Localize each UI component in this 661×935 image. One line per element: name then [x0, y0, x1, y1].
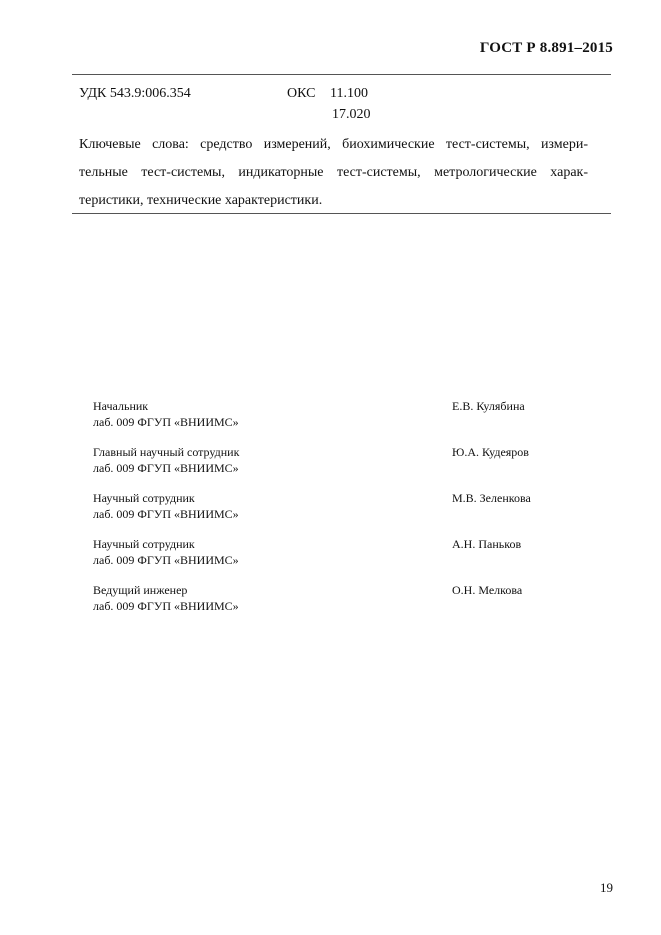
- author-name: Ю.А. Кудеяров: [452, 445, 529, 459]
- authors-list: [93, 398, 573, 628]
- standard-code: ГОСТ Р 8.891–2015: [479, 40, 613, 56]
- oks-code-secondary: 17.020: [332, 107, 371, 122]
- author-role: Научный сотрудник: [93, 537, 195, 551]
- author-name: М.В. Зеленкова: [452, 491, 531, 505]
- author-organization: лаб. 009 ФГУП «ВНИИМС»: [93, 599, 239, 613]
- keywords-block: [79, 131, 588, 215]
- author-entry: [93, 582, 573, 628]
- page-number: 19: [600, 880, 613, 895]
- author-organization: лаб. 009 ФГУП «ВНИИМС»: [93, 461, 239, 475]
- author-role: Начальник: [93, 399, 149, 413]
- keywords-line: тельные тест-системы, индикаторные тест-системы, метрологические харак-: [79, 165, 588, 180]
- author-entry: [93, 536, 573, 582]
- author-organization: лаб. 009 ФГУП «ВНИИМС»: [93, 553, 239, 567]
- bottom-divider: [72, 213, 611, 214]
- author-organization: лаб. 009 ФГУП «ВНИИМС»: [93, 415, 239, 429]
- oks-code-primary: 11.100: [330, 86, 368, 101]
- author-name: О.Н. Мелкова: [452, 583, 523, 597]
- keywords-line: теристики, технические характеристики.: [79, 193, 323, 208]
- author-role: Научный сотрудник: [93, 491, 195, 505]
- udk-code: УДК 543.9:006.354: [79, 86, 191, 101]
- author-role: Ведущий инженер: [93, 583, 188, 597]
- author-organization: лаб. 009 ФГУП «ВНИИМС»: [93, 507, 239, 521]
- author-name: Е.В. Кулябина: [452, 399, 525, 413]
- author-role: Главный научный сотрудник: [93, 445, 240, 459]
- author-entry: [93, 490, 573, 536]
- author-entry: [93, 444, 573, 490]
- top-divider: [72, 74, 611, 75]
- keywords-line: Ключевые слова: средство измерений, биохимические тест-системы, измери-: [79, 137, 588, 152]
- oks-label: ОКС: [287, 86, 316, 101]
- author-entry: [93, 398, 573, 444]
- author-name: А.Н. Паньков: [452, 537, 522, 551]
